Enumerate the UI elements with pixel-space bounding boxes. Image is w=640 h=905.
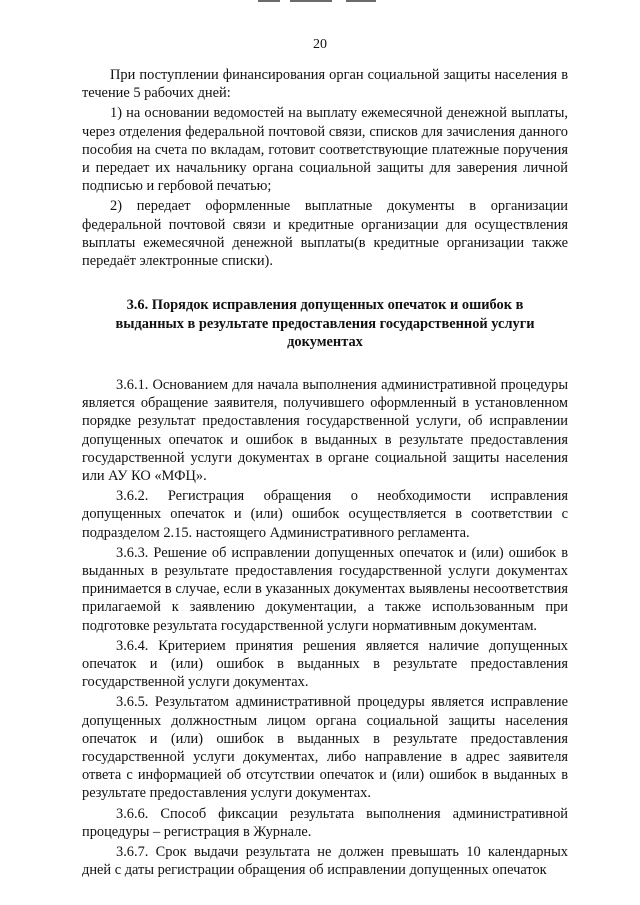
document-body [82, 66, 568, 882]
paragraph-3-6-3: 3.6.3. Решение об исправлении допущенных опечаток и (или) ошибок в выданных в результате предоставления государственной услуги документах принимается в случае, если в указанных документах выявлены несоответствия прилагаемой к заявлению документации, а также использованным при подготовке результата государственной услуги нормативным документам. [82, 544, 568, 634]
paragraph-item-1: 1) на основании ведомостей на выплату ежемесячной денежной выплаты, через отделения федеральной почтовой связи, списков для зачисления данного пособия на счета по вкладам, готовит соответствующие платежные поручения и передает их начальнику органа социальной защиты для заверения личной подписью и гербовой печатью; [82, 105, 568, 195]
paragraph-item-2: 2) передает оформленные выплатные документы в организации федеральной почтовой связи и кредитные организации для осуществления выплаты ежемесячной денежной выплаты(в кредитные организации также передаёт электронные списки). [82, 198, 568, 270]
paragraph-3-6-6: 3.6.6. Способ фиксации результата выполнения административной процедуры – регистрация в Журнале. [82, 805, 568, 840]
paragraph-3-6-2: 3.6.2. Регистрация обращения о необходимости исправления допущенных опечаток и (или) ошибок осуществляется в соответствии с подразделом 2.15. настоящего Административного регламента. [82, 488, 568, 541]
page-number: 20 [313, 37, 327, 52]
paragraph-funding-intro: При поступлении финансирования орган социальной защиты населения в течение 5 рабочих дней: [82, 67, 568, 102]
paragraph-3-6-5: 3.6.5. Результатом административной процедуры является исправление допущенных должностным лицом органа социальной защиты населения опечаток и (или) ошибок в выданных в результате предоставления государственной услуги документах, либо направление в адрес заявителя ответа с информацией об отсутствии опечаток и (или) ошибок в выданных в результате предоставления услуги документах. [82, 694, 568, 802]
section-heading: 3.6. Порядок исправления допущенных опечаток и ошибок в выданных в результате предоставления государственной услуги документах [115, 297, 535, 351]
paragraph-3-6-7: 3.6.7. Срок выдачи результата не должен превышать 10 календарных дней с даты регистрации обращения об исправлении допущенных опечаток [82, 844, 568, 879]
paragraph-3-6-1: 3.6.1. Основанием для начала выполнения административной процедуры является обращение заявителя, получившего оформленный в установленном порядке результат предоставления государственной услуги, об исправлении допущенных опечаток и ошибок в выданных в результате предоставления государственной услуги документах в органе социальной защиты населения или АУ КО «МФЦ». [82, 377, 568, 485]
paragraph-3-6-4: 3.6.4. Критерием принятия решения является наличие допущенных опечаток и (или) ошибок в выданных в результате предоставления государственной услуги документах. [82, 637, 568, 691]
top-edge-marks [258, 0, 398, 4]
